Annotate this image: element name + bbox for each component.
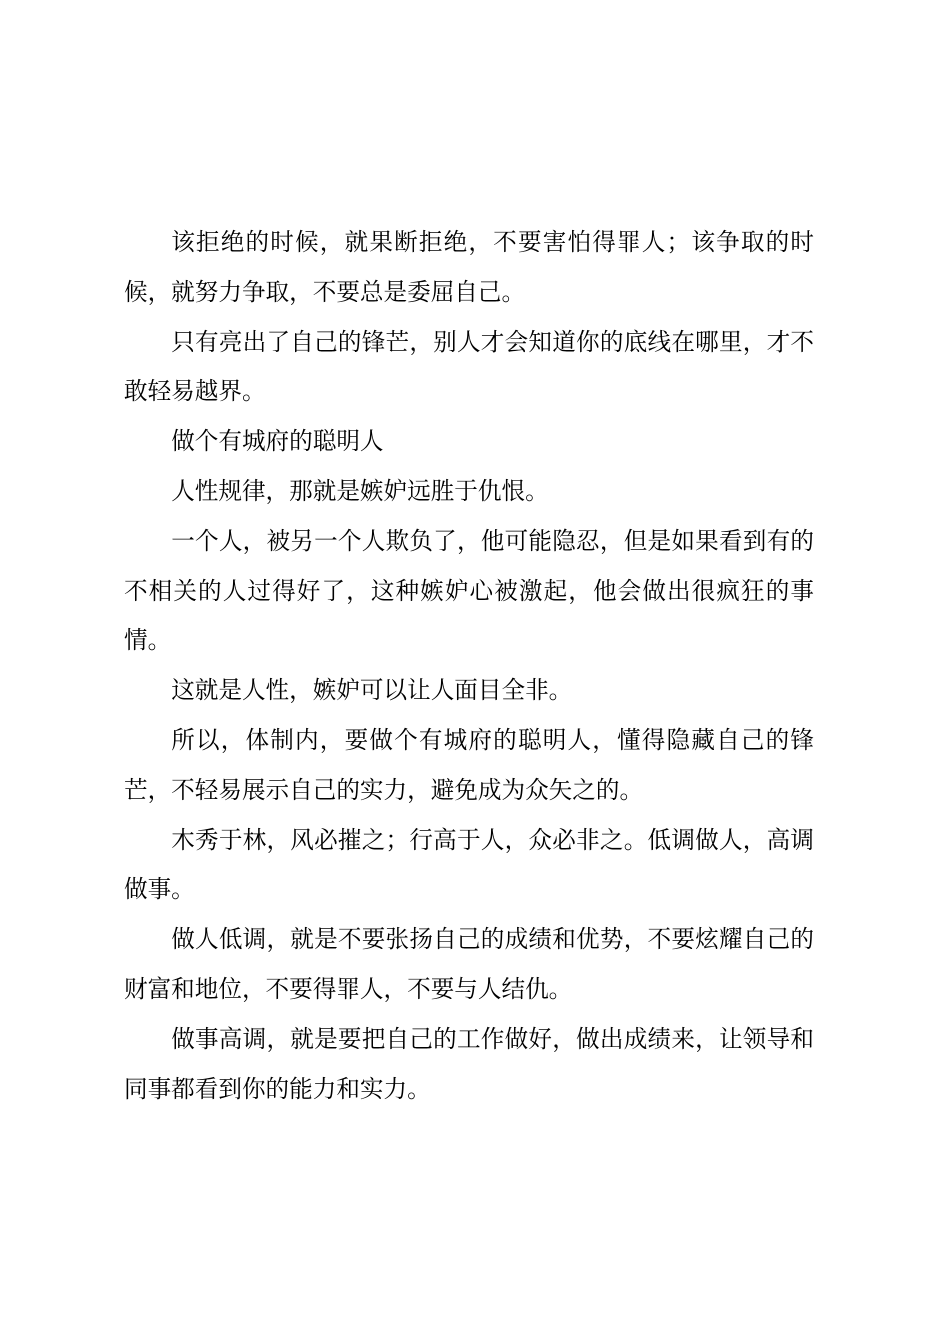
- paragraph: 该拒绝的时候，就果断拒绝，不要害怕得罪人；该争取的时候，就努力争取，不要总是委屈自己。: [124, 228, 814, 306]
- section-heading: 做个有城府的聪明人: [171, 427, 384, 456]
- paragraph: 只有亮出了自己的锋芒，别人才会知道你的底线在哪里，才不敢轻易越界。: [124, 327, 814, 406]
- paragraph: 做事高调，就是要把自己的工作做好，做出成绩来，让领导和同事都看到你的能力和实力。: [124, 1024, 814, 1103]
- paragraph: 人性规律，那就是嫉妒远胜于仇恨。: [171, 476, 549, 505]
- paragraph: 这就是人性，嫉妒可以让人面目全非。: [171, 676, 573, 705]
- paragraph: 做人低调，就是不要张扬自己的成绩和优势，不要炫耀自己的财富和地位，不要得罪人，不要与人结仇。: [124, 925, 814, 1003]
- paragraph: 所以，体制内，要做个有城府的聪明人，懂得隐藏自己的锋芒，不轻易展示自己的实力，避免成为众矢之的。: [124, 725, 814, 804]
- paragraph: 木秀于林，风必摧之；行高于人，众必非之。低调做人，高调做事。: [124, 825, 814, 904]
- document-body: [124, 218, 814, 1114]
- paragraph: 一个人，被另一个人欺负了，他可能隐忍，但是如果看到有的不相关的人过得好了，这种嫉妒心被激起，他会做出很疯狂的事情。: [124, 526, 814, 655]
